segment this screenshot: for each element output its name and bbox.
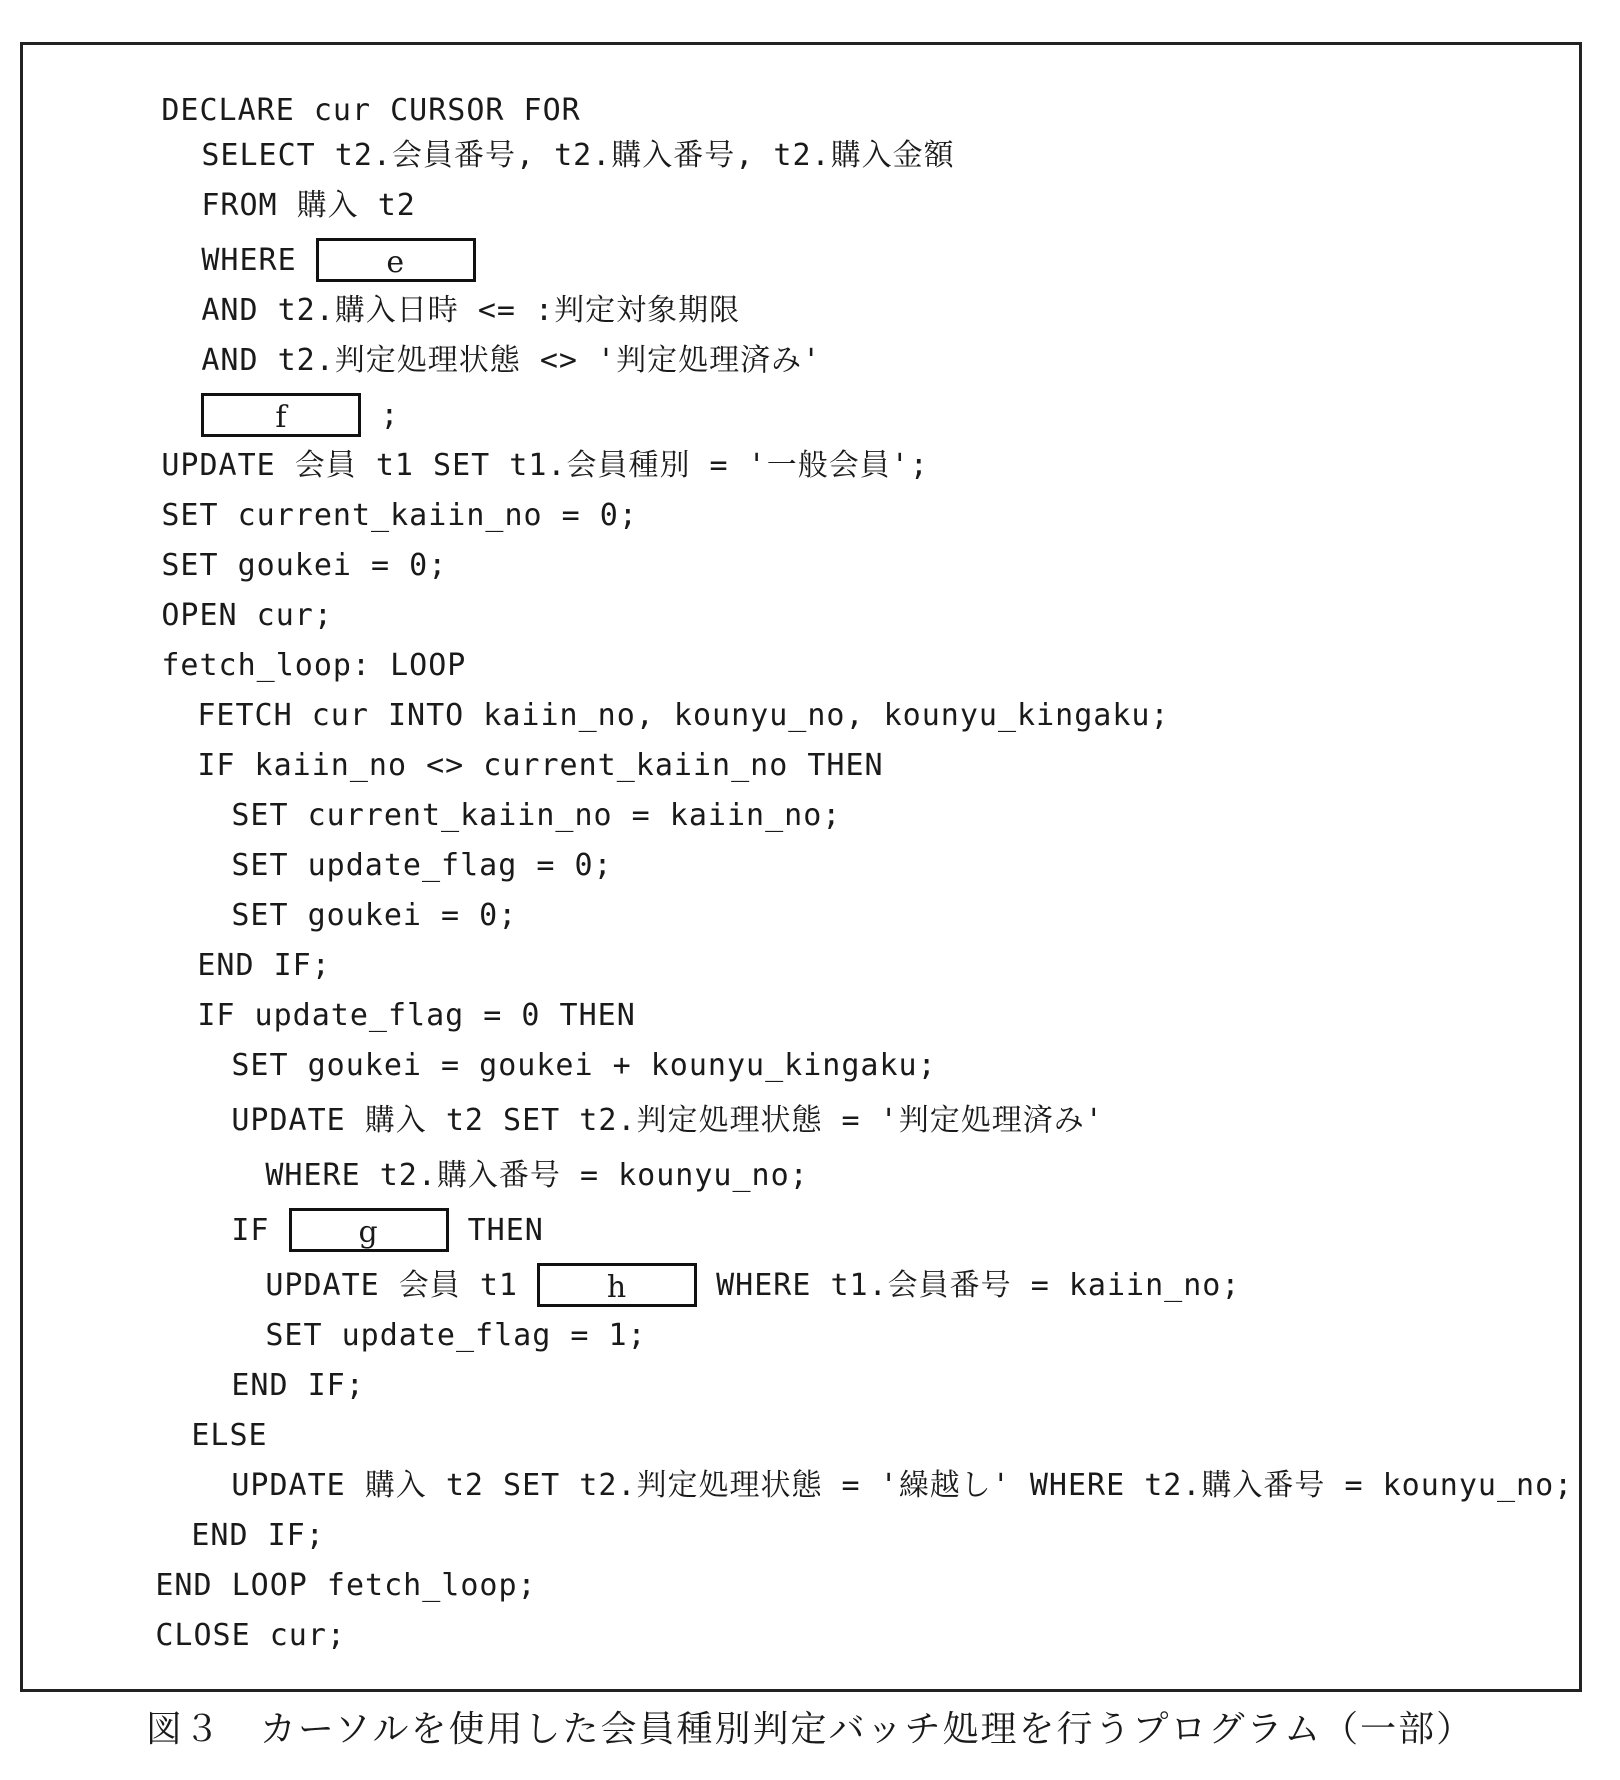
- code-text: IF kaiin_no <> current_kaiin_no THEN: [197, 748, 884, 783]
- code-line-11: [47, 550, 333, 633]
- code-text: SET goukei = 0;: [231, 898, 518, 933]
- code-text: THEN: [448, 1213, 544, 1248]
- code-line-10: [47, 500, 448, 583]
- code-text: SET current_kaiin_no = kaiin_no;: [231, 798, 842, 833]
- code-text: END LOOP fetch_loop;: [155, 1568, 537, 1603]
- code-line-22: [151, 1110, 809, 1193]
- code-line-18: [83, 900, 331, 983]
- code-text: UPDATE 会員 t1 SET t1.会員種別 = '一般会員';: [161, 448, 929, 483]
- code-text: CLOSE cur;: [155, 1618, 346, 1653]
- code-block: [23, 45, 1579, 1689]
- code-line-1: [47, 45, 581, 128]
- code-line-6: [87, 295, 822, 378]
- program-listing-frame: [20, 42, 1582, 1692]
- code-text: DECLARE cur CURSOR FOR: [161, 93, 581, 128]
- code-line-21: [117, 1055, 1104, 1138]
- blank-box-h: h: [537, 1263, 697, 1307]
- code-line-8: [47, 400, 929, 483]
- code-line-12: [47, 600, 467, 683]
- code-text: END IF;: [231, 1368, 365, 1403]
- code-text: SET update_flag = 1;: [265, 1318, 647, 1353]
- code-text: WHERE t2.購入番号 = kounyu_no;: [265, 1158, 809, 1193]
- code-line-13: [83, 650, 1170, 733]
- blank-box-g: g: [289, 1208, 449, 1252]
- code-line-20: [117, 1000, 937, 1083]
- code-line-30: [41, 1520, 537, 1603]
- code-text: UPDATE 購入 t2 SET t2.判定処理状態 = '判定処理済み': [231, 1103, 1104, 1138]
- figure-caption: 図３ カーソルを使用した会員種別判定バッチ処理を行うプログラム（一部）: [145, 1709, 1475, 1750]
- blank-box-f: f: [201, 393, 361, 437]
- code-text: SET goukei = goukei + kounyu_kingaku;: [231, 1048, 937, 1083]
- code-text: END IF;: [191, 1518, 325, 1553]
- code-line-14: [83, 700, 884, 783]
- code-text: SET current_kaiin_no = 0;: [161, 498, 638, 533]
- code-line-3: [87, 140, 416, 223]
- code-line-17: [117, 850, 518, 933]
- code-line-24: [151, 1220, 1241, 1305]
- code-line-25: [151, 1270, 647, 1353]
- code-line-15: [117, 750, 842, 833]
- code-line-19: [83, 950, 636, 1033]
- code-text: ELSE: [191, 1418, 268, 1453]
- code-text: IF: [231, 1213, 289, 1248]
- code-line-23: [117, 1165, 544, 1250]
- code-text: AND t2.購入日時 <= :判定対象期限: [201, 293, 741, 328]
- code-text: WHERE t1.会員番号 = kaiin_no;: [697, 1268, 1241, 1303]
- code-line-31: [41, 1570, 346, 1653]
- code-line-28: [117, 1420, 1574, 1503]
- code-text: UPDATE 会員 t1: [265, 1268, 538, 1303]
- code-text: ;: [361, 398, 400, 433]
- code-line-29: [77, 1470, 325, 1553]
- code-line-5: [87, 245, 741, 328]
- code-text: fetch_loop: LOOP: [161, 648, 467, 683]
- code-text: SET goukei = 0;: [161, 548, 448, 583]
- code-text: SELECT t2.会員番号, t2.購入番号, t2.購入金額: [201, 138, 955, 173]
- code-text: OPEN cur;: [161, 598, 333, 633]
- code-text: UPDATE 購入 t2 SET t2.判定処理状態 = '繰越し' WHERE t2.購入番号 = kounyu_no;: [231, 1468, 1574, 1503]
- blank-box-e: e: [316, 238, 476, 282]
- code-text: END IF;: [197, 948, 331, 983]
- code-line-2: [87, 90, 955, 173]
- code-text: WHERE: [201, 243, 316, 278]
- code-line-4: [87, 195, 476, 280]
- code-text: AND t2.判定処理状態 <> '判定処理済み': [201, 343, 822, 378]
- code-text: FROM 購入 t2: [201, 188, 416, 223]
- code-line-7: [87, 350, 400, 435]
- code-line-26: [117, 1320, 365, 1403]
- code-text: FETCH cur INTO kaiin_no, kounyu_no, kounyu_kingaku;: [197, 698, 1170, 733]
- code-text: IF update_flag = 0 THEN: [197, 998, 636, 1033]
- code-line-16: [117, 800, 613, 883]
- code-line-9: [47, 450, 638, 533]
- code-line-27: [77, 1370, 268, 1453]
- code-text: SET update_flag = 0;: [231, 848, 613, 883]
